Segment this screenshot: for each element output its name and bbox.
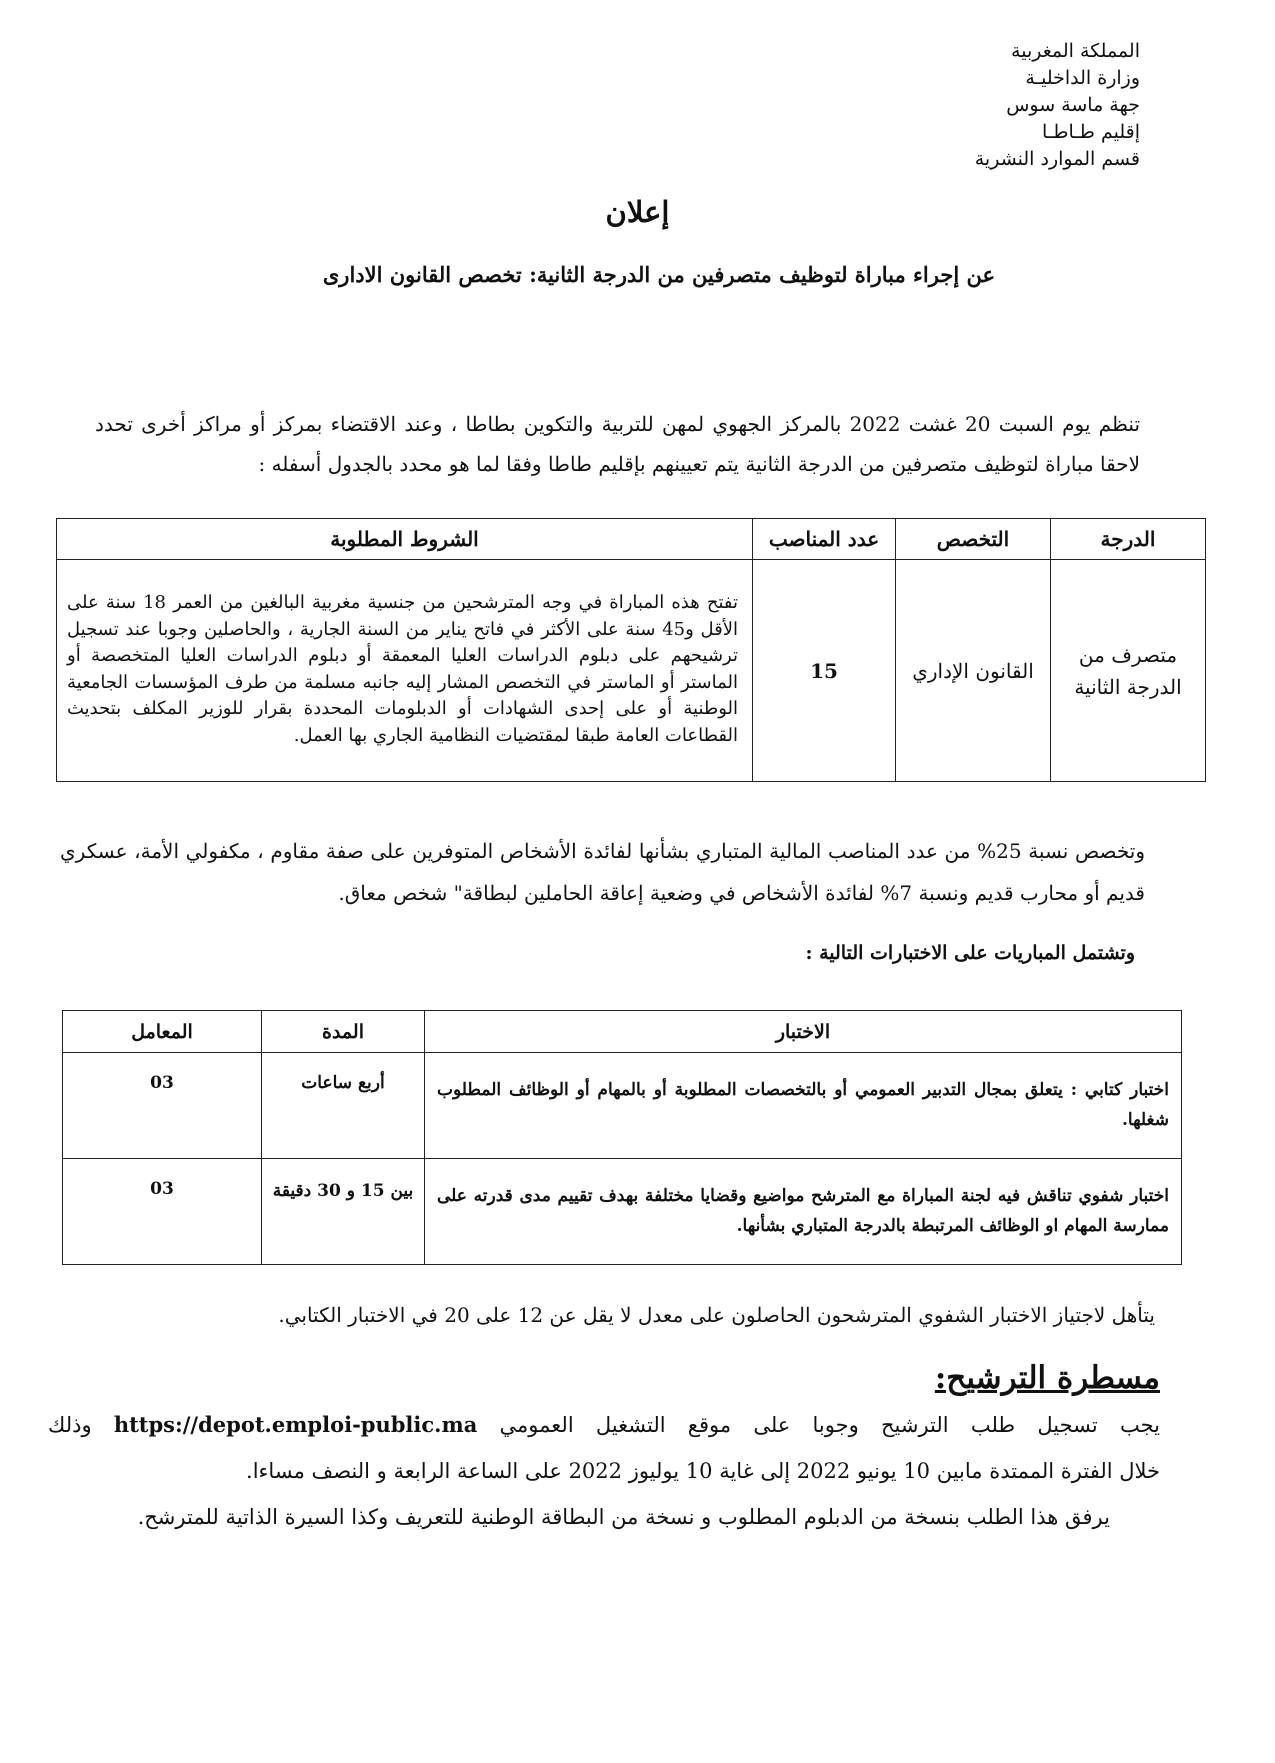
header-grade: الدرجة [1051, 519, 1206, 560]
header-test: الاختبار [425, 1011, 1182, 1053]
application-line-1 [48, 1402, 1160, 1448]
header-coefficient: المعامل [63, 1011, 262, 1053]
header-region: جهة ماسة سوس [1006, 94, 1140, 116]
application-line-1-text: يجب تسجيل طلب الترشيح وجوبا على موقع التشغيل العمومي [499, 1413, 1160, 1437]
cell-coefficient: 03 [63, 1159, 262, 1265]
cell-test: اختبار شفوي تناقش فيه لجنة المباراة مع المترشح مواضيع وقضايا مختلفة بهدف تقييم مدى قدرته على ممارسة المهام او الوظائف المرتبطة بالدرجة المتباري بشأنها. [425, 1159, 1182, 1265]
header-duration: المدة [262, 1011, 425, 1053]
cell-coefficient: 03 [63, 1053, 262, 1159]
cell-count: 15 [753, 560, 896, 782]
application-line-2: خلال الفترة الممتدة مابين 10 يونيو 2022 إلى غاية 10 يوليوز 2022 على الساعة الرابعة و النصف مساءا. [246, 1459, 1160, 1483]
cell-conditions: تفتح هذه المباراة في وجه المترشحين من جنسية مغربية البالغين من العمر 18 سنة على الأقل و45 سنة على الأكثر في فاتح يناير من السنة الجارية ، والحاصلين وجوبا عند تسجيل ترشيحهم على دبلوم الدراسات العليا المعمقة أو دبلوم الدراسات العليا المتخصصة أو الماستر أو الماستر في التخصص المشار إليه جانبه مسلمة من طرف المؤسسات الجامعية الوطنية أو على إحدى الشهادات أو الدبلومات المحددة بقرار للوزير المكلف بتحديث القطاعات العامة طبقا لمقتضيات النظامية الجاري بها العمل. [57, 560, 753, 782]
table-row [57, 560, 1206, 782]
application-line-1-end: وذلك [48, 1413, 92, 1437]
tests-table [62, 1010, 1182, 1265]
intro-paragraph: تنظم يوم السبت 20 غشت 2022 بالمركز الجهوي لمهن للتربية والتكوين بطاطا ، وعند الاقتضاء بمركز أو مراكز أخرى تحدد لاحقا مباراة لتوظيف متصرفين من الدرجة الثانية يتم تعيينهم بإقليم طاطا وفقا لما هو محدد بالجدول أسفله : [95, 412, 1141, 476]
employment-portal-link[interactable]: https://depot.emploi-public.ma [113, 1412, 478, 1437]
positions-table [56, 518, 1206, 782]
eligibility-note: يتأهل لاجتياز الاختبار الشفوي المترشحون الحاصلون على معدل لا يقل عن 12 على 20 في الاختبار الكتابي. [278, 1303, 1155, 1327]
announcement-title: إعلان [605, 195, 670, 229]
issuer-header [820, 38, 1140, 173]
cell-grade: متصرف من الدرجة الثانية [1051, 560, 1206, 782]
tests-intro: وتشتمل المباريات على الاختبارات التالية : [805, 942, 1135, 964]
cell-specialty: القانون الإداري [896, 560, 1051, 782]
header-kingdom: المملكة المغربية [1011, 40, 1140, 62]
application-heading: مسطرة الترشيح: [934, 1360, 1160, 1396]
application-line-3: يرفق هذا الطلب بنسخة من الدبلوم المطلوب و نسخة من البطاقة الوطنية للتعريف وكذا السيرة الذاتية للمترشح. [137, 1505, 1110, 1529]
cell-test: اختبار كتابي : يتعلق بمجال التدبير العمومي أو بالتخصصات المطلوبة أو بالمهام أو الوظائف المطلوب شغلها. [425, 1053, 1182, 1159]
header-department: قسم الموارد النشرية [974, 148, 1140, 170]
table-row [63, 1053, 1182, 1159]
header-province: إقليم طـاطـا [1041, 121, 1140, 143]
announcement-subtitle: عن إجراء مباراة لتوظيف متصرفين من الدرجة الثانية: تخصص القانون الادارى [322, 262, 995, 287]
cell-duration: بين 15 و 30 دقيقة [262, 1159, 425, 1265]
header-specialty: التخصص [896, 519, 1051, 560]
header-count: عدد المناصب [753, 519, 896, 560]
table-row [63, 1159, 1182, 1265]
cell-duration: أربع ساعات [262, 1053, 425, 1159]
quota-paragraph: وتخصص نسبة 25% من عدد المناصب المالية المتباري بشأنها لفائدة الأشخاص المتوفرين على صفة مقاوم ، مكفولي الأمة، عسكري قديم أو محارب قديم ونسبة 7% لفائدة الأشخاص في وضعية إعاقة الحاملين لبطاقة" شخص معاق. [60, 839, 1145, 905]
header-conditions: الشروط المطلوبة [57, 519, 753, 560]
header-ministry: وزارة الداخليـة [1025, 67, 1140, 89]
